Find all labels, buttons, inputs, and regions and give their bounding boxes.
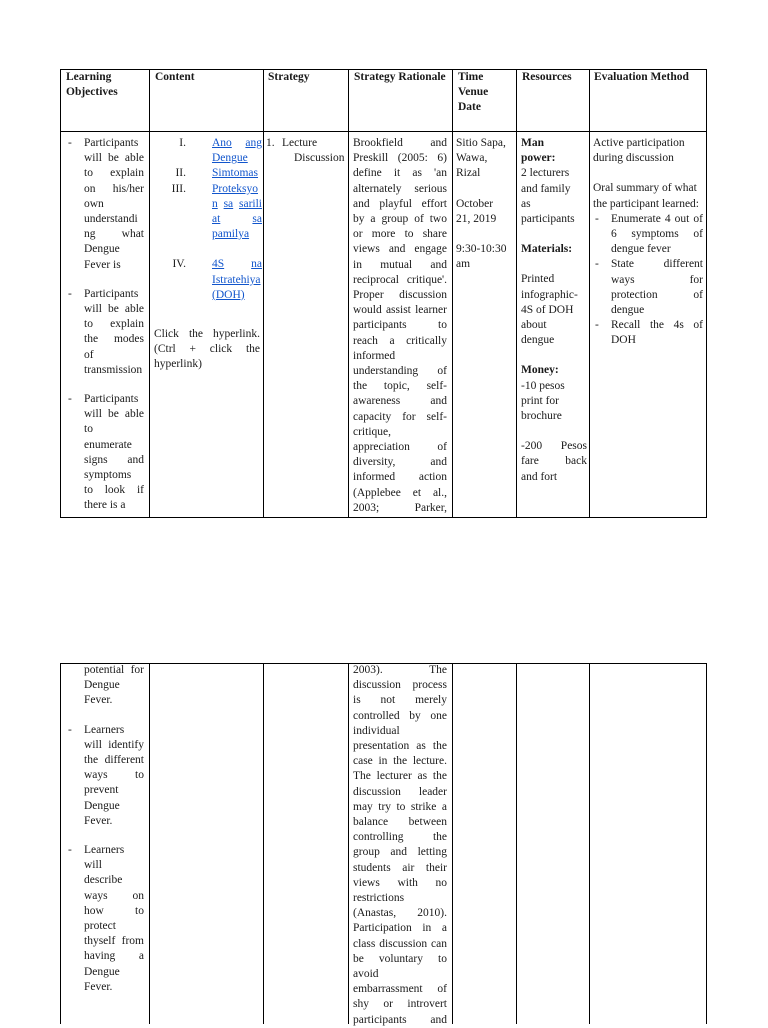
rationale-text-line: 2003). The xyxy=(353,664,447,676)
strategy-rationale-cell xyxy=(353,136,447,516)
table-border xyxy=(589,69,590,518)
objective-item xyxy=(68,723,144,829)
time-venue-date-cell xyxy=(456,136,514,272)
date-text: 21, 2019 xyxy=(456,212,497,225)
materials-text: 4S of DOH xyxy=(521,303,574,316)
rationale-text-line: restrictions xyxy=(353,892,405,905)
strategy-text-line: Discussion xyxy=(294,152,345,165)
bullet-dash: - xyxy=(68,723,72,736)
rationale-text-line: informed xyxy=(353,349,396,362)
strategy-text-line: Lecture xyxy=(282,137,318,149)
content-hyperlink[interactable] xyxy=(212,257,262,272)
objective-text-line: will be able xyxy=(84,303,144,316)
rationale-text-line: individual xyxy=(353,724,400,737)
rationale-text-line: discussion process xyxy=(353,679,447,692)
rationale-text-line: reach a critically xyxy=(353,334,447,347)
evaluation-item xyxy=(593,212,703,258)
rationale-text-line: Brookfield and xyxy=(353,137,447,149)
content-hyperlink[interactable] xyxy=(212,288,262,303)
content-link-text: Dengue xyxy=(212,152,248,165)
evaluation-text: the participant learned: xyxy=(593,197,700,210)
money-text: -10 pesos xyxy=(521,379,565,392)
objective-text-line: thyself from xyxy=(84,935,144,948)
objective-text-line: the modes xyxy=(84,333,144,346)
content-hyperlink[interactable] xyxy=(212,151,262,166)
table-border xyxy=(706,663,707,1024)
rationale-text-line: case in the lecture. xyxy=(353,755,447,768)
evaluation-item-text: Recall the 4s of xyxy=(611,319,703,332)
objective-text-line: own xyxy=(84,197,104,210)
header-time-venue-date: Time Venue Date xyxy=(458,71,489,114)
date-text: October xyxy=(456,197,494,210)
objective-text-line: understandi xyxy=(84,213,138,226)
rationale-text-line: shy or introvert xyxy=(353,998,447,1011)
objective-text-line: Fever. xyxy=(84,694,113,707)
lesson-plan-table-page2 xyxy=(60,663,707,1024)
rationale-text-line: alternately serious xyxy=(353,182,447,195)
evaluation-item-text: protection of xyxy=(611,288,703,301)
table-border xyxy=(452,69,453,518)
rationale-text-line: 2003; Parker, xyxy=(353,501,447,514)
content-hyperlink[interactable] xyxy=(212,227,262,242)
rationale-text-line: Proper discussion xyxy=(353,289,447,302)
objective-text-line: enumerate xyxy=(84,438,132,451)
objective-text-line: there is a xyxy=(84,499,126,512)
content-item xyxy=(154,257,260,303)
content-hyperlink[interactable] xyxy=(212,166,262,181)
evaluation-text: Active participation xyxy=(593,137,685,149)
objective-item xyxy=(84,663,144,709)
roman-numeral: III. xyxy=(171,182,186,195)
content-link-text: Simtomas xyxy=(212,167,259,180)
objective-text-line: Fever is xyxy=(84,258,121,271)
venue-text: Sitio Sapa, xyxy=(456,137,506,149)
objective-text-line: ng what xyxy=(84,228,144,241)
content-note-line: (Ctrl + click the xyxy=(154,343,260,356)
content-link-text: 4S na xyxy=(212,258,262,271)
bullet-dash: - xyxy=(68,844,72,857)
lesson-plan-table-page1 xyxy=(60,69,707,518)
rationale-text-line: by a group of two xyxy=(353,213,447,226)
content-cell xyxy=(154,136,260,373)
bullet-dash: - xyxy=(595,258,599,271)
bullet-dash: - xyxy=(595,319,599,332)
content-link-text: Proteksyo xyxy=(212,182,258,195)
rationale-text-line: discussion leader xyxy=(353,785,447,798)
objective-item xyxy=(68,392,144,514)
objective-text-line: transmission xyxy=(84,363,143,376)
table-border xyxy=(516,663,517,1024)
objective-text-line: will be able xyxy=(84,152,144,165)
bullet-dash: - xyxy=(68,393,72,406)
evaluation-item xyxy=(593,257,703,318)
content-link-text: Ano ang xyxy=(212,137,262,149)
table-border xyxy=(263,69,264,518)
rationale-text-line: Participation in a xyxy=(353,922,447,935)
manpower-label: power: xyxy=(521,152,556,165)
content-hyperlink[interactable] xyxy=(212,212,262,227)
objective-text-line: the different xyxy=(84,754,144,767)
objective-text-line: potential for xyxy=(84,664,144,676)
rationale-text-line: in mutual and xyxy=(353,258,447,271)
rationale-text-line: views and engage xyxy=(353,243,447,256)
money-text: fare back xyxy=(521,455,587,468)
objective-text-line: to look if xyxy=(84,484,144,497)
manpower-text: 2 lecturers xyxy=(521,167,570,180)
content-item xyxy=(154,136,260,166)
rationale-text-line: diversity, and xyxy=(353,456,447,469)
learning-objectives-cell xyxy=(68,136,144,514)
evaluation-item-text: State different xyxy=(611,258,703,271)
objective-text-line: on his/her xyxy=(84,182,144,195)
time-text: 9:30-10:30 xyxy=(456,243,507,256)
manpower-text: and family xyxy=(521,182,571,195)
table-border xyxy=(149,663,150,1024)
objective-text-line: Participants xyxy=(84,393,139,406)
content-hyperlink[interactable] xyxy=(212,182,262,197)
objective-text-line: to explain xyxy=(84,167,144,180)
materials-text: infographic- xyxy=(521,288,578,301)
table-border xyxy=(516,69,517,518)
bullet-dash: - xyxy=(68,287,72,300)
rationale-text-line: controlled by one xyxy=(353,709,447,722)
content-note-line: Click the hyperlink. xyxy=(154,328,260,341)
materials-text: dengue xyxy=(521,334,555,347)
header-content: Content xyxy=(155,71,195,83)
objective-text-line: to xyxy=(84,423,93,436)
header-resources: Resources xyxy=(522,71,572,83)
rationale-text-line: the topic, self- xyxy=(353,380,447,393)
content-hyperlink[interactable] xyxy=(212,197,262,212)
objective-text-line: signs and xyxy=(84,453,144,466)
roman-numeral: IV. xyxy=(172,258,186,271)
objective-text-line: how to xyxy=(84,904,144,917)
evaluation-item-text: dengue xyxy=(611,304,645,317)
content-item xyxy=(154,182,260,243)
materials-label: Materials: xyxy=(521,243,573,256)
content-note-line: hyperlink) xyxy=(154,358,202,371)
list-number: 1. xyxy=(266,137,275,149)
materials-text: Printed xyxy=(521,273,555,286)
strategy-rationale-cell xyxy=(353,663,447,1028)
objective-text-line: to explain xyxy=(84,318,144,331)
rationale-text-line: define it as 'an xyxy=(353,167,447,180)
rationale-text-line: may try to strike a xyxy=(353,800,447,813)
table-border xyxy=(60,69,61,518)
rationale-text-line: Preskill (2005: 6) xyxy=(353,152,447,165)
header-learning-objectives: Learning Objectives xyxy=(66,71,118,99)
rationale-text-line: balance between xyxy=(353,816,447,829)
objective-text-line: will identify xyxy=(84,738,144,751)
rationale-text-line: class discussion can xyxy=(353,937,447,950)
rationale-text-line: views with no xyxy=(353,876,447,889)
objective-text-line: Learners xyxy=(84,723,125,736)
roman-numeral: II. xyxy=(175,167,186,180)
rationale-text-line: understanding of xyxy=(353,365,447,378)
content-hyperlink[interactable] xyxy=(212,273,262,288)
rationale-text-line: or more to share xyxy=(353,228,447,241)
table-border xyxy=(348,69,349,518)
evaluation-text: Oral summary of what xyxy=(593,182,697,195)
evaluation-item-text: Enumerate 4 out of xyxy=(611,212,703,225)
rationale-text-line: group and letting xyxy=(353,846,447,859)
table-border xyxy=(263,663,264,1024)
time-text: am xyxy=(456,258,471,271)
objective-text-line: symptoms xyxy=(84,469,132,482)
evaluation-text: during discussion xyxy=(593,152,674,165)
table-border xyxy=(60,131,707,132)
objective-text-line: Participants xyxy=(84,137,139,149)
objective-item xyxy=(68,843,144,995)
evaluation-item xyxy=(593,318,703,348)
objective-text-line: Fever. xyxy=(84,814,113,827)
money-label: Money: xyxy=(521,364,559,377)
manpower-text: participants xyxy=(521,213,575,226)
table-border xyxy=(60,663,61,1024)
objective-text-line: Learners xyxy=(84,844,125,857)
roman-numeral: I. xyxy=(179,137,186,149)
content-link-text: pamilya xyxy=(212,228,250,241)
money-text: print for xyxy=(521,394,560,407)
bullet-dash: - xyxy=(68,137,72,149)
materials-text: about xyxy=(521,319,547,332)
objective-text-line: describe xyxy=(84,874,123,887)
objective-item xyxy=(68,136,144,273)
resources-cell xyxy=(521,136,587,485)
evaluation-method-cell xyxy=(593,136,703,349)
rationale-text-line: (Applebee et al., xyxy=(353,486,447,499)
rationale-text-line: be voluntary to xyxy=(353,952,447,965)
objective-text-line: Fever. xyxy=(84,980,113,993)
evaluation-item-text: dengue fever xyxy=(611,243,671,256)
rationale-text-line: would assist learner xyxy=(353,304,447,317)
bullet-dash: - xyxy=(595,212,599,225)
content-link-text: n sa sarili xyxy=(212,197,262,210)
objective-text-line: Dengue xyxy=(84,679,120,692)
table-border xyxy=(348,663,349,1024)
money-text: -200 Pesos xyxy=(521,440,587,453)
money-text: brochure xyxy=(521,410,562,423)
table-border xyxy=(706,69,707,518)
rationale-text-line: controlling the xyxy=(353,831,447,844)
table-border xyxy=(589,663,590,1024)
objective-text-line: ways on xyxy=(84,889,144,902)
rationale-text-line: is not merely xyxy=(353,694,447,707)
rationale-text-line: participants and xyxy=(353,1013,447,1026)
rationale-text-line: embarrassment of xyxy=(353,983,447,996)
rationale-text-line: critique, xyxy=(353,425,391,438)
objective-text-line: Dengue xyxy=(84,243,120,256)
rationale-text-line: capacity for self- xyxy=(353,410,447,423)
evaluation-item-text: 6 symptoms of xyxy=(611,228,703,241)
table-border xyxy=(60,517,707,518)
venue-text: Wawa, xyxy=(456,152,488,165)
content-link-text: at sa xyxy=(212,213,262,226)
rationale-text-line: appreciation of xyxy=(353,441,447,454)
evaluation-item-text: ways for xyxy=(611,273,703,286)
objective-text-line: protect xyxy=(84,920,116,933)
content-hyperlink[interactable] xyxy=(212,136,262,151)
rationale-text-line: (Anastas, 2010). xyxy=(353,907,447,920)
rationale-text-line: participants to xyxy=(353,319,447,332)
rationale-text-line: avoid xyxy=(353,968,379,981)
strategy-item xyxy=(266,136,346,166)
content-item xyxy=(154,166,260,181)
objective-text-line: will xyxy=(84,859,102,872)
learning-objectives-cell xyxy=(68,663,144,995)
table-border xyxy=(452,663,453,1024)
rationale-text-line: awareness and xyxy=(353,395,447,408)
manpower-label: Man xyxy=(521,137,544,149)
header-evaluation-method: Evaluation Method xyxy=(594,71,689,83)
rationale-text-line: students air their xyxy=(353,861,447,874)
rationale-text-line: reciprocal critique'. xyxy=(353,273,447,286)
objective-item xyxy=(68,287,144,378)
rationale-text-line: and playful effort xyxy=(353,197,447,210)
objective-text-line: Dengue xyxy=(84,799,120,812)
objective-text-line: will be able xyxy=(84,408,144,421)
money-text: and fort xyxy=(521,470,558,483)
objective-text-line: having a xyxy=(84,950,144,963)
content-link-text: Istratehiya xyxy=(212,273,261,286)
objective-text-line: Dengue xyxy=(84,965,120,978)
manpower-text: as xyxy=(521,197,531,210)
evaluation-item-text: DOH xyxy=(611,334,636,347)
strategy-cell xyxy=(266,136,346,166)
objective-text-line: prevent xyxy=(84,784,119,797)
header-strategy-rationale: Strategy Rationale xyxy=(354,71,446,83)
rationale-text-line: informed action xyxy=(353,471,447,484)
content-link-text: (DOH) xyxy=(212,288,245,301)
venue-text: Rizal xyxy=(456,167,481,180)
objective-text-line: Participants xyxy=(84,287,139,300)
rationale-text-line: presentation as the xyxy=(353,740,447,753)
header-strategy: Strategy xyxy=(268,71,310,83)
objective-text-line: ways to xyxy=(84,769,144,782)
rationale-text-line: The lecturer as the xyxy=(353,770,447,783)
objective-text-line: of xyxy=(84,348,94,361)
